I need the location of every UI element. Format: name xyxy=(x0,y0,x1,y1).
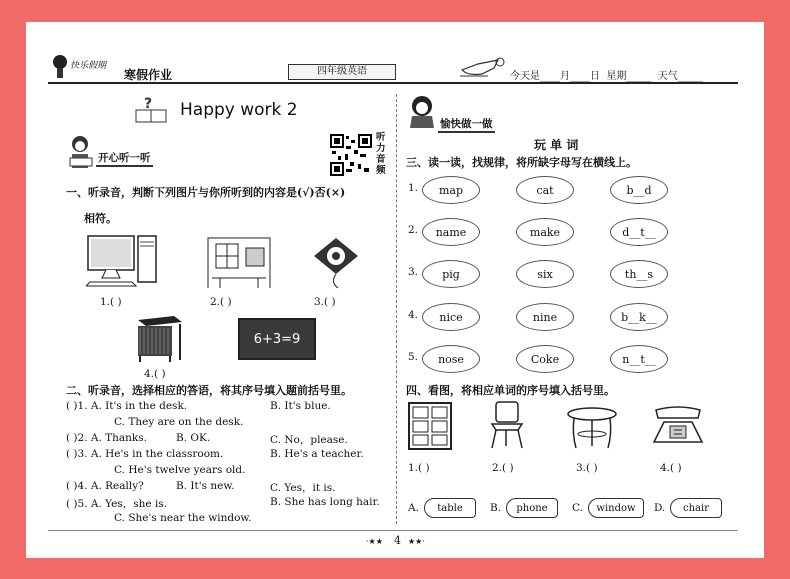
q3-row-5-word-a: nose xyxy=(422,345,480,373)
section-badge-do: 愉快做一做 xyxy=(438,116,495,133)
window-picture xyxy=(408,402,452,450)
qr-label: 听力音频 xyxy=(376,132,386,176)
column-divider xyxy=(396,94,397,524)
kite-picture xyxy=(310,234,362,292)
q3-row-4-word-a: nice xyxy=(422,303,480,331)
q3-instruction: 三、读一读，找规律，将所缺字母写在横线上。 xyxy=(406,156,637,169)
page-title: Happy work 2 xyxy=(180,100,298,120)
footer-left-stars: ·★★ xyxy=(366,537,383,546)
footer-right-stars: ★★· xyxy=(408,537,425,546)
q3-row-2-word-a: name xyxy=(422,218,480,246)
q2-item-4: ( )4. A. Really? xyxy=(66,480,144,492)
q1-blank-1[interactable]: 1.( ) xyxy=(100,296,122,308)
q3-row-1-word-c[interactable]: b__d xyxy=(610,176,668,204)
boy-reading-icon xyxy=(66,134,96,174)
q2-item-3: ( )3. A. He's in the classroom. xyxy=(66,448,224,460)
q3-subtitle: 玩 单 词 xyxy=(534,138,579,152)
desk-picture xyxy=(136,312,184,364)
q2-item-2: ( )2. A. Thanks. xyxy=(66,432,148,444)
qr-code[interactable] xyxy=(330,134,372,176)
q1-instruction-cont: 相符。 xyxy=(84,212,117,225)
q3-row-1-word-b: cat xyxy=(516,176,574,204)
q1-instruction: 一、听录音，判断下列图片与你所听到的内容是(√)否(×) xyxy=(66,186,346,199)
girl-mascot-icon xyxy=(406,94,438,130)
header-mascot-logo xyxy=(48,52,126,80)
sleigh-icon xyxy=(458,54,510,78)
telephone-picture xyxy=(650,406,706,448)
q3-row-5-word-b: Coke xyxy=(516,345,574,373)
computer-picture xyxy=(86,232,162,290)
q4-blank-1[interactable]: 1.( ) xyxy=(408,462,430,474)
q3-row-2-word-c[interactable]: d__t__ xyxy=(610,218,668,246)
q2-item-3-c: C. He's twelve years old. xyxy=(114,464,246,476)
q3-row-3-word-a: pig xyxy=(422,260,480,288)
q2-item-2-c: C. No，please. xyxy=(270,434,348,446)
q2-item-2-b: B. OK. xyxy=(176,432,211,444)
q4-option-c-word: window xyxy=(588,498,644,518)
q4-option-b-letter: B. xyxy=(490,502,502,514)
q4-blank-2[interactable]: 2.( ) xyxy=(492,462,514,474)
page-number: 4 xyxy=(394,534,401,547)
svg-text:?: ? xyxy=(144,96,153,112)
q3-row-3-num: 3. xyxy=(408,266,419,278)
footer-rule xyxy=(48,530,738,531)
table-picture xyxy=(566,406,618,450)
q3-row-4-word-b: nine xyxy=(516,303,574,331)
classroom-picture xyxy=(206,234,272,290)
q2-item-4-b: B. It's new. xyxy=(176,480,235,492)
q4-instruction: 四、看图，将相应单词的序号填入括号里。 xyxy=(406,384,615,397)
q3-row-1-num: 1. xyxy=(408,182,419,194)
q2-instruction: 二、听录音，选择相应的答语，将其序号填入题前括号里。 xyxy=(66,384,352,397)
q3-row-4-num: 4. xyxy=(408,309,419,321)
q3-row-3-word-b: six xyxy=(516,260,574,288)
q3-row-1-word-a: map xyxy=(422,176,480,204)
q3-row-5-num: 5. xyxy=(408,351,419,363)
q4-option-b-word: phone xyxy=(506,498,558,518)
header-rule xyxy=(48,82,738,84)
q4-blank-3[interactable]: 3.( ) xyxy=(576,462,598,474)
q2-item-1-b: B. It's blue. xyxy=(270,400,331,412)
q4-option-d-letter: D. xyxy=(654,502,666,514)
q3-row-5-word-c[interactable]: n__t__ xyxy=(610,345,668,373)
header-date-line: 今天是____月____日 星期_____ 天气_____ xyxy=(510,71,703,82)
q2-item-5-b: B. She has long hair. xyxy=(270,496,380,508)
header-grade-label: 四年级英语 xyxy=(288,64,396,80)
header-brand: 寒假作业 xyxy=(124,68,173,82)
q3-row-4-word-c[interactable]: b__k__ xyxy=(610,303,668,331)
question-mark-icon xyxy=(134,94,168,124)
q2-item-3-b: B. He's a teacher. xyxy=(270,448,364,460)
q4-option-a-word: table xyxy=(424,498,476,518)
svg-text:快乐假期: 快乐假期 xyxy=(70,61,107,71)
q2-item-1: ( )1. A. It's in the desk. xyxy=(66,400,188,412)
q4-blank-4[interactable]: 4.( ) xyxy=(660,462,682,474)
q1-blank-3[interactable]: 3.( ) xyxy=(314,296,336,308)
q3-row-2-num: 2. xyxy=(408,224,419,236)
q2-item-5: ( )5. A. Yes，she is. xyxy=(66,498,168,510)
section-badge-listen: 开心听一听 xyxy=(96,150,153,167)
q3-row-3-word-c[interactable]: th__s xyxy=(610,260,668,288)
q1-blank-4[interactable]: 4.( ) xyxy=(144,368,166,380)
q2-item-4-c: C. Yes，it is. xyxy=(270,482,336,494)
q2-item-1-c: C. They are on the desk. xyxy=(114,416,244,428)
q4-option-d-word: chair xyxy=(670,498,722,518)
q2-item-5-c: C. She's near the window. xyxy=(114,512,252,524)
q3-row-2-word-b: make xyxy=(516,218,574,246)
chair-picture xyxy=(486,400,530,452)
worksheet-page xyxy=(26,22,764,558)
q4-option-c-letter: C. xyxy=(572,502,583,514)
blackboard-picture: 6+3=9 xyxy=(238,318,316,360)
q1-blank-2[interactable]: 2.( ) xyxy=(210,296,232,308)
q4-option-a-letter: A. xyxy=(408,502,419,514)
